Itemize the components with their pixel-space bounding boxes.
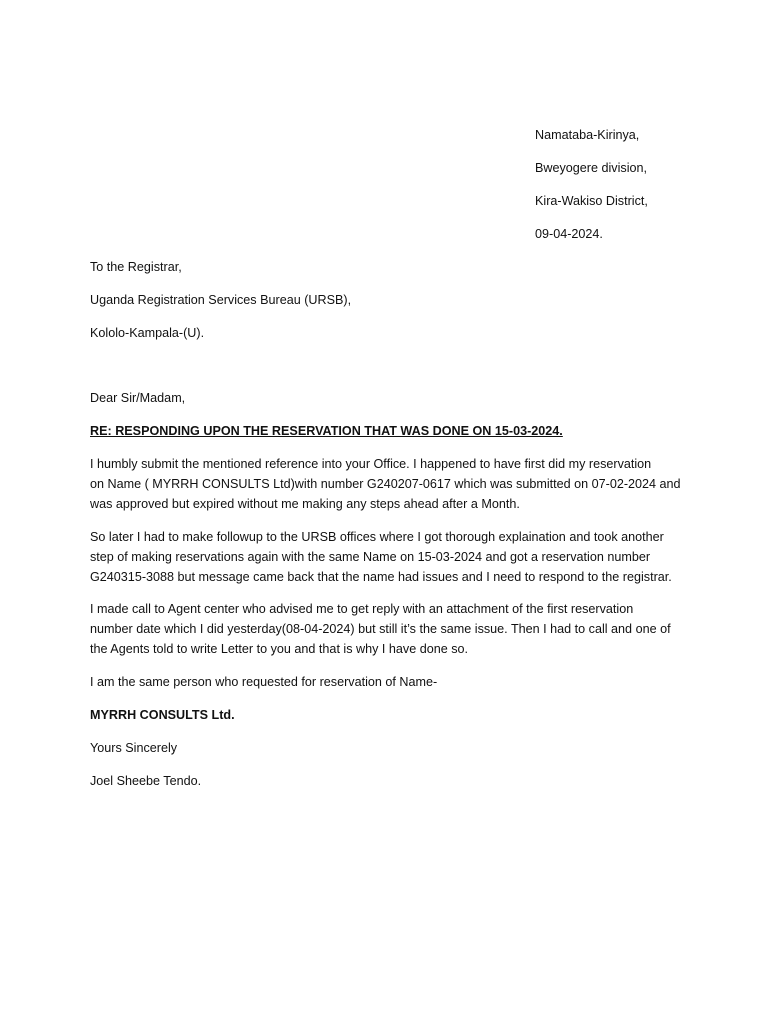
letter-date: 09-04-2024. <box>535 227 603 241</box>
closing: Yours Sincerely <box>90 741 178 755</box>
recipient-line-1: To the Registrar, <box>90 260 182 274</box>
company-name: MYRRH CONSULTS Ltd. <box>90 708 235 722</box>
subject-line: RE: RESPONDING UPON THE RESERVATION THAT WAS DONE ON 15-03-2024. <box>90 424 563 438</box>
paragraph-3-line-2: number date which I did yesterday(08-04-2024) but still it’s the same issue. Then I had to call and one of <box>90 622 671 636</box>
paragraph-3-line-3: the Agents told to write Letter to you and that is why I have done so. <box>90 642 469 656</box>
body-paragraph-2 <box>90 527 690 587</box>
recipient-line-2: Uganda Registration Services Bureau (URSB), <box>90 293 352 307</box>
paragraph-1-line-2: on Name ( MYRRH CONSULTS Ltd)with number G240207-0617 which was submitted on 07-02-2024 and <box>90 477 681 491</box>
recipient-line-3: Kololo-Kampala-(U). <box>90 326 205 340</box>
sender-address-line-1: Namataba-Kirinya, <box>535 128 640 142</box>
signature-name: Joel Sheebe Tendo. <box>90 774 202 788</box>
paragraph-1-line-3: was approved but expired without me making any steps ahead after a Month. <box>90 497 520 511</box>
paragraph-2-line-3: G240315-3088 but message came back that the name had issues and I need to respond to the registrar. <box>90 570 672 584</box>
sender-address-line-3: Kira-Wakiso District, <box>535 194 648 208</box>
body-paragraph-4: I am the same person who requested for reservation of Name- <box>90 675 438 689</box>
salutation: Dear Sir/Madam, <box>90 391 186 405</box>
body-paragraph-1 <box>90 454 690 514</box>
paragraph-1-line-1: I humbly submit the mentioned reference into your Office. I happened to have first did my reservation <box>90 457 652 471</box>
paragraph-2-line-1: So later I had to make followup to the URSB offices where I got thorough explaination and took another <box>90 530 664 544</box>
sender-address-line-2: Bweyogere division, <box>535 161 648 175</box>
paragraph-3-line-1: I made call to Agent center who advised me to get reply with an attachment of the first reservation <box>90 602 634 616</box>
body-paragraph-3 <box>90 599 690 659</box>
paragraph-2-line-2: step of making reservations again with the same Name on 15-03-2024 and got a reservation number <box>90 550 651 564</box>
